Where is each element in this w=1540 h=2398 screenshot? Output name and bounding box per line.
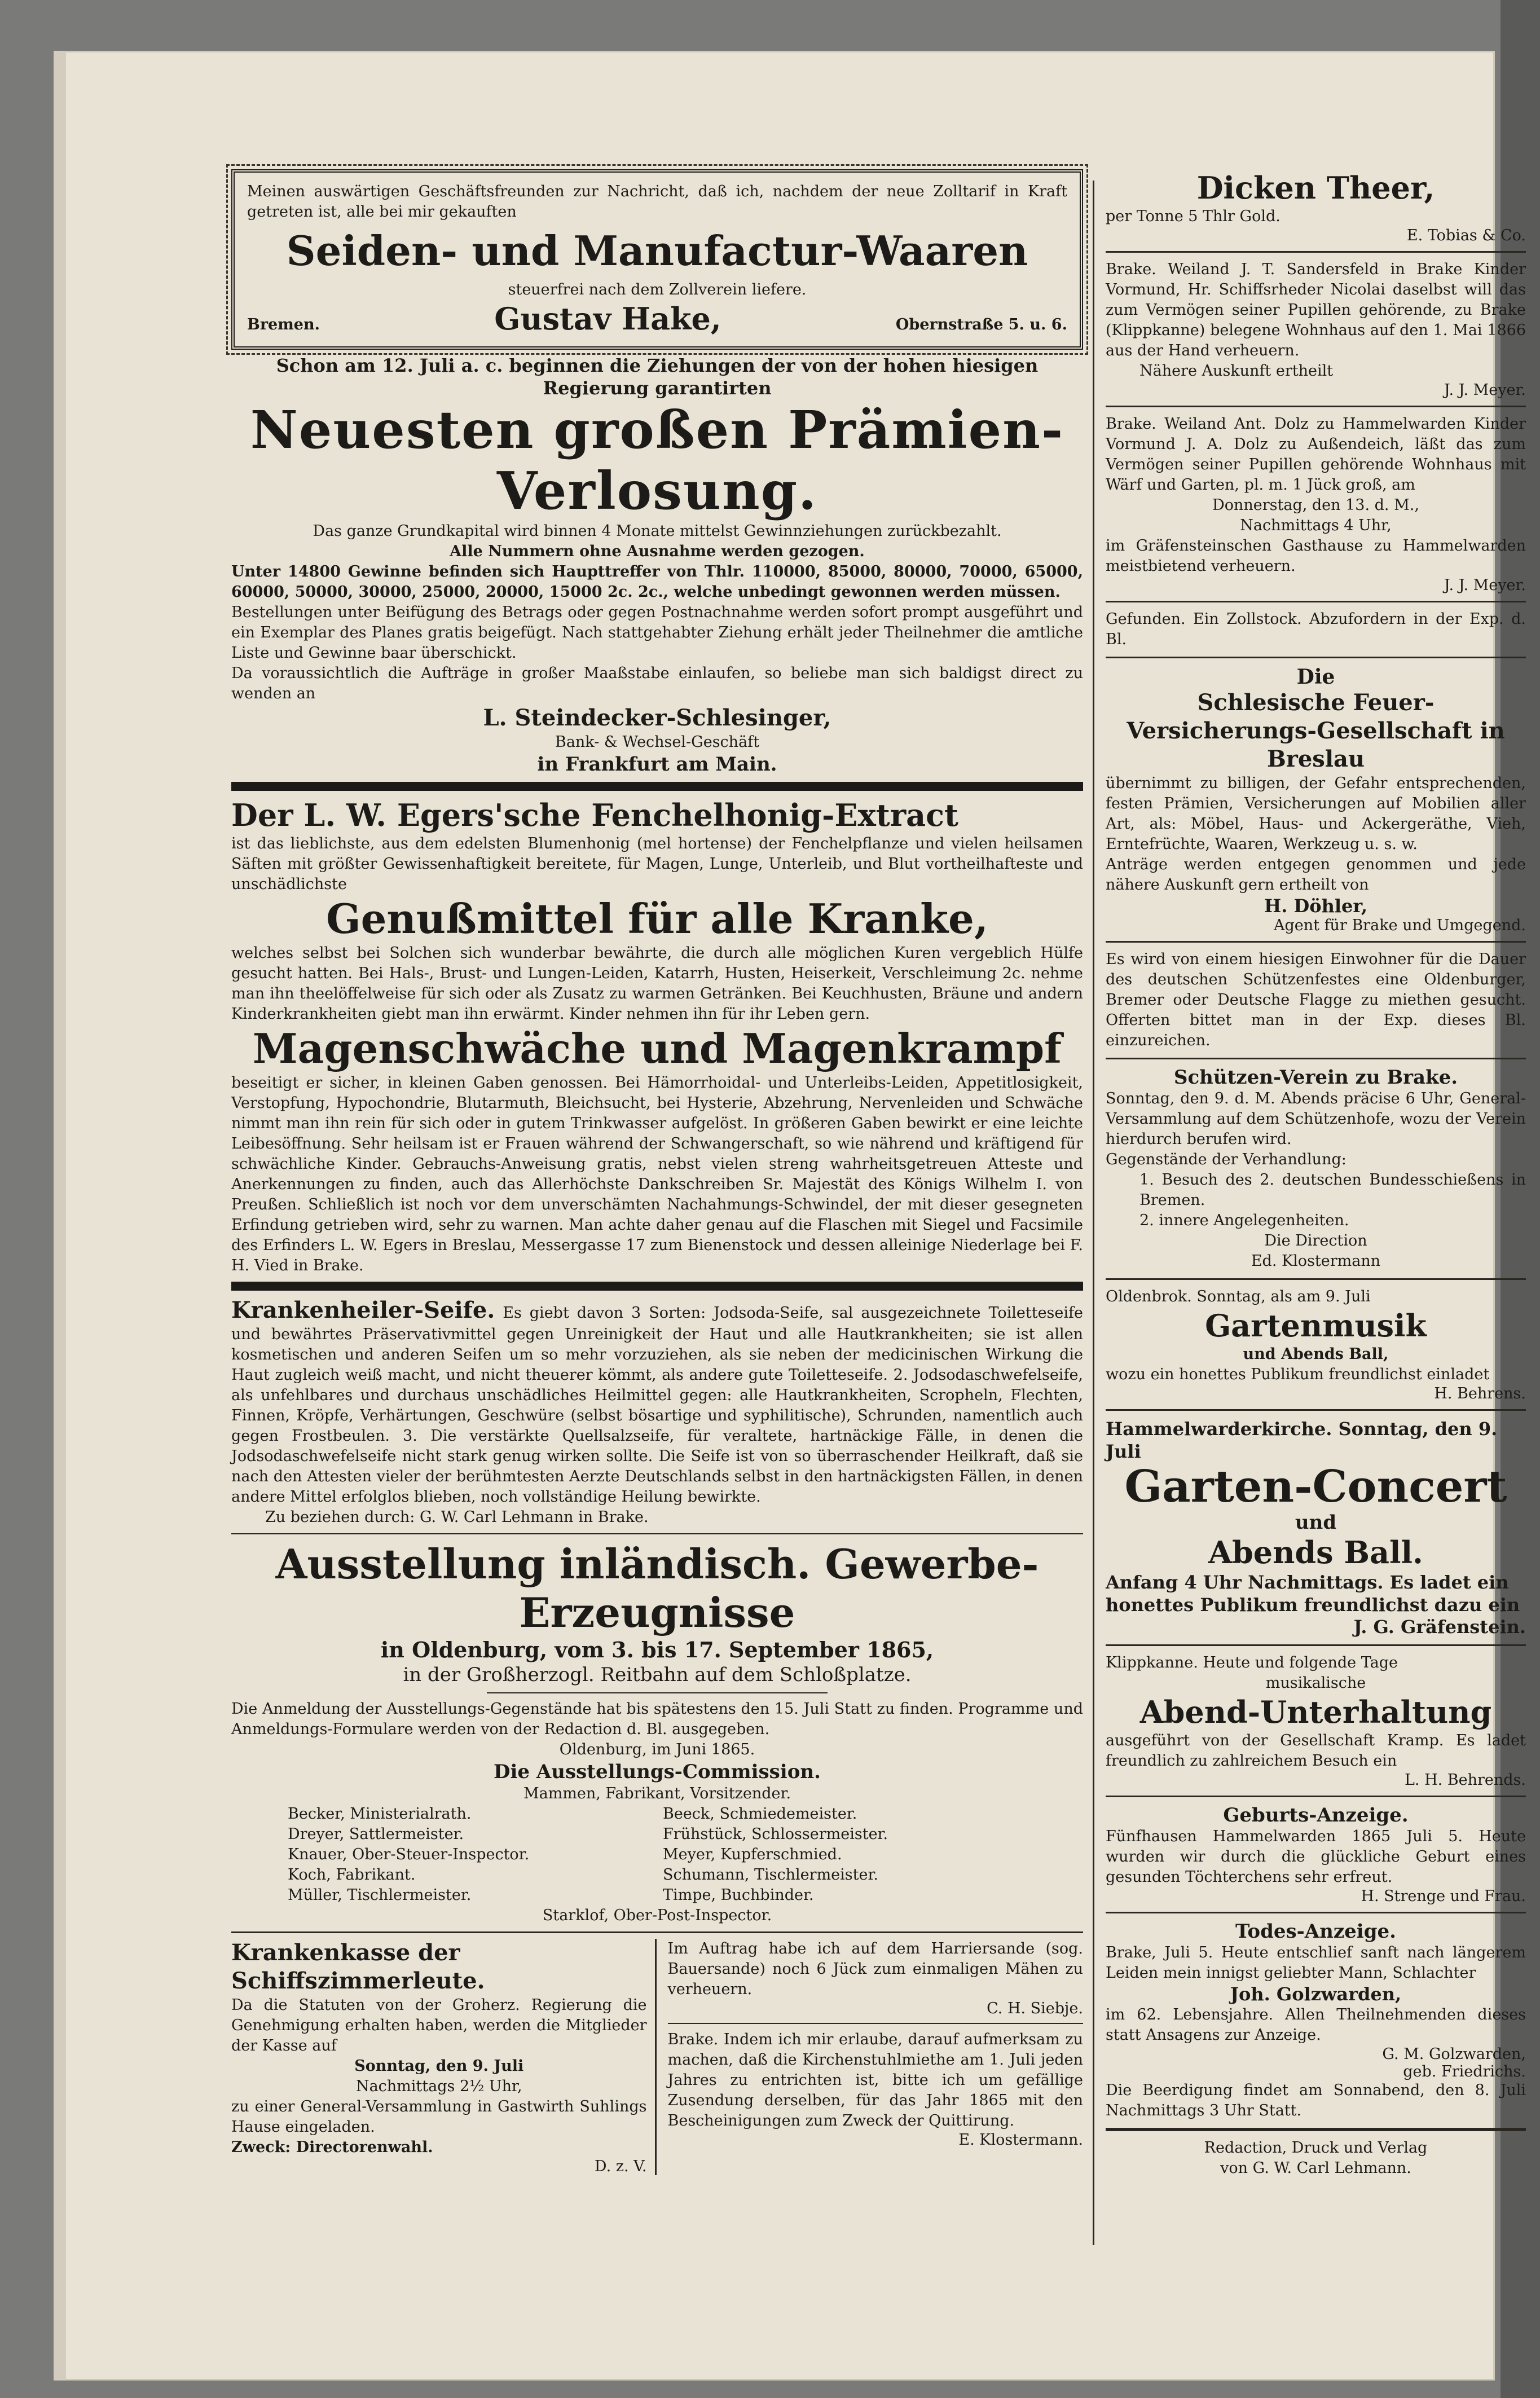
lottery-p1: Das ganze Grundkapital wird binnen 4 Monate mittelst Gewinnziehungen zurückbezahlt. <box>313 522 1002 540</box>
ausstellung-commission: Die Ausstellungs-Commission. <box>494 1761 821 1783</box>
gartenmusik-sig: H. Behrens. <box>1434 1385 1526 1402</box>
ad-geburt <box>1106 1804 1526 1905</box>
column-rule <box>1093 181 1094 2245</box>
seife-title: Krankenheiler-Seife. <box>231 1297 495 1323</box>
ad-flagge: Es wird von einem hiesigen Einwohner für die Dauer des deutschen Schützenfestes eine Oldenburger, Bremer oder Deutsche Flagge zu miethen gesucht. Offerten bittet man in der Exp. dieses Bl. einzureichen. <box>1106 951 1526 1049</box>
gartenmusik-title: Gartenmusik <box>1205 1308 1427 1344</box>
separator <box>231 1282 1083 1291</box>
kasse-title: Krankenkasse der Schiffszimmerleute. <box>231 1939 485 1994</box>
ad-meyer-2 <box>1106 414 1526 594</box>
ausstellung-last: Starklof, Ober-Post-Inspector. <box>542 1907 772 1924</box>
concert-title: Garten-Concert <box>1124 1461 1507 1512</box>
ad-egers <box>231 797 1083 1276</box>
hake-address: Obernstraße 5. u. 6. <box>895 316 1067 333</box>
member: Knauer, Ober-Steuer-Inspector. <box>288 1846 530 1863</box>
member: Frühstück, Schlossermeister. <box>663 1825 888 1843</box>
feuer-p1: übernimmt zu billigen, der Gefahr entsprechenden, festen Prämien, Versicherungen auf Mobilien aller Art, als: Möbel, Haus- und Ackergeräthe, Vieh, Erntefrüchte, Waaren, Werkzeug u. s. w. <box>1106 775 1526 853</box>
kasse-p4: zu einer General-Versammlung in Gastwirth Suhlings Hause eingeladen. <box>231 2098 647 2136</box>
separator <box>231 782 1083 791</box>
page-binding-edge <box>54 51 66 2381</box>
member: Meyer, Kupferschmied. <box>663 1846 842 1863</box>
egers-title: Der L. W. Egers'sche Fenchelhonig-Extract <box>231 797 958 833</box>
meyer2-sig: J. J. Meyer. <box>1444 577 1526 594</box>
ad-abend-unterhaltung <box>1106 1653 1526 1789</box>
lottery-p4: Bestellungen unter Beifügung des Betrags oder gegen Postnachnahme werden sofort prompt ausgeführt und ein Exemplar des Planes gratis beigefügt. Nach stattgehabter Ziehung erhält jeder Theilnehmer die amtliche Liste und Gewinne baar überschickt. <box>231 604 1083 662</box>
lottery-intro: Schon am 12. Juli a. c. beginnen die Ziehungen der von der hohen hiesigen Regierung garantirten <box>276 355 1039 399</box>
egers-p2: welches selbst bei Solchen sich wunderbar bewährte, die durch alle möglichen Kuren vergeblich Hülfe gesucht hatten. Bei Hals-, Brust- und Lungen-Leiden, Katarrh, Husten, Heiserkeit, Verschleimung 2c. nehme man ihn theelöffelweise für sich oder als Zusatz zu warmen Getränken. Bei Keuchhusten, Bräune und andern Kinderkrankheiten giebt man ihn erwärmt. Kinder nehmen ihn für ihr Leben gern. <box>231 944 1083 1023</box>
kasse-p1: Da die Statuten von der Groherz. Regierung die Genehmigung erhalten haben, werden die Mitglieder der Kasse auf <box>231 1996 647 2054</box>
theer-sig: E. Tobias & Co. <box>1406 227 1526 244</box>
lottery-firm2: Bank- & Wechsel-Geschäft <box>555 733 760 751</box>
separator <box>1106 1409 1526 1411</box>
ad-ausstellung <box>231 1540 1083 1926</box>
member: Timpe, Buchbinder. <box>663 1886 814 1904</box>
feuer-p2: Anträge werden entgegen genommen und jede nähere Auskunft gern ertheilt von <box>1106 856 1526 894</box>
abend-title: Abend-Unterhaltung <box>1139 1694 1492 1730</box>
ad-theer <box>1106 169 1526 244</box>
member: Becker, Ministerialrath. <box>288 1805 472 1823</box>
ad-krankenkasse <box>231 1939 657 2175</box>
theer-title: Dicken Theer, <box>1196 170 1435 206</box>
gartenmusik-p1: wozu ein honettes Publikum freundlichst einladet <box>1106 1366 1490 1383</box>
siebje-sig: C. H. Siebje. <box>987 2000 1083 2017</box>
separator <box>668 2023 1084 2024</box>
imprint-l2: von G. W. Carl Lehmann. <box>1220 2159 1411 2177</box>
abend-sig: L. H. Behrends. <box>1404 1771 1526 1789</box>
meyer1-p2: Nähere Auskunft ertheilt <box>1139 362 1334 380</box>
kasse-p3: Nachmittags 2½ Uhr, <box>355 2078 522 2095</box>
separator <box>1106 406 1526 407</box>
meyer1-sig: J. J. Meyer. <box>1444 381 1526 399</box>
geburt-title: Geburts-Anzeige. <box>1223 1804 1409 1827</box>
separator <box>1106 251 1526 253</box>
bottom-ads <box>231 1939 1083 2175</box>
separator <box>1106 1278 1526 1280</box>
kasse-p5: Zweck: Directorenwahl. <box>231 2139 433 2156</box>
separator <box>1106 1796 1526 1797</box>
imprint <box>1106 2138 1526 2179</box>
ausstellung-l2: in der Großherzogl. Reitbahn auf dem Schloßplatze. <box>403 1664 912 1686</box>
separator <box>231 1931 1083 1933</box>
feuer-title: Schlesische Feuer-Versicherungs-Gesellschaft in Breslau <box>1127 689 1505 772</box>
right-column <box>1106 169 1526 2183</box>
ad-garten-concert <box>1106 1418 1526 1638</box>
lottery-p2: Alle Nummern ohne Ausnahme werden gezogen. <box>450 543 865 560</box>
separator <box>1106 601 1526 602</box>
ad-gustav-hake <box>231 169 1083 350</box>
lottery-firm3: in Frankfurt am Main. <box>537 753 777 776</box>
hake-line: steuerfrei nach dem Zollverein liefere. <box>508 281 807 298</box>
ad-meyer-1 <box>1106 259 1526 399</box>
theer-l1: per Tonne 5 Thlr Gold. <box>1106 208 1281 225</box>
member: Koch, Fabrikant. <box>288 1866 416 1884</box>
ausstellung-title: Ausstellung inländisch. Gewerbe-Erzeugnisse <box>275 1540 1039 1636</box>
separator <box>231 1533 1083 1534</box>
separator <box>1106 1644 1526 1646</box>
lottery-firm: L. Steindecker-Schlesinger, <box>483 705 831 731</box>
abend-l1: Klippkanne. Heute und folgende Tage <box>1106 1654 1398 1671</box>
schuetzen-sig1: Die Direction <box>1264 1232 1367 1249</box>
ausstellung-p1: Die Anmeldung der Ausstellungs-Gegenstände hat bis spätestens den 15. Juli Statt zu finden. Programme und Anmeldungs-Formulare werden von der Redaction d. Bl. ausgegeben. <box>231 1700 1083 1738</box>
ad-seife <box>231 1296 1083 1528</box>
member: Beeck, Schmiedemeister. <box>663 1805 857 1823</box>
ad-siebje-kirche <box>668 1939 1084 2175</box>
seife-p2: Zu beziehen durch: G. W. Carl Lehmann in Brake. <box>265 1508 649 1526</box>
geburt-p1: Fünfhausen Hammelwarden 1865 Juli 5. Heute wurden wir durch die glückliche Geburt eines gesunden Töchterchens sehr erfreut. <box>1106 1828 1526 1886</box>
kasse-sig: D. z. V. <box>594 2158 647 2175</box>
meyer2-p3: Nachmittags 4 Uhr, <box>1240 517 1392 534</box>
geburt-sig: H. Strenge und Frau. <box>1361 1887 1526 1905</box>
tod-sig2: geb. Friedrichs. <box>1403 2063 1526 2080</box>
schuetzen-sig2: Ed. Klostermann <box>1251 1252 1381 1270</box>
abend-p1: ausgeführt von der Gesellschaft Kramp. Es ladet freundlich zu zahlreichem Besuch ein <box>1106 1732 1526 1770</box>
hake-city: Bremen. <box>247 316 320 333</box>
concert-p1: Anfang 4 Uhr Nachmittags. Es ladet ein honettes Publikum freundlichst dazu ein <box>1106 1572 1520 1616</box>
tod-name: Joh. Golzwarden, <box>1230 1983 1402 2005</box>
lottery-p3: Unter 14800 Gewinne befinden sich Haupttreffer von Thlr. 110000, 85000, 80000, 70000, 65000, 60000, 50000, 30000, 25000, 20000, 15000 2c. 2c., welche unbedingt gewonnen werden müssen. <box>231 563 1083 601</box>
hake-intro: Meinen auswärtigen Geschäftsfreunden zur Nachricht, daß ich, nachdem der neue Zolltarif in Kraft getreten ist, alle bei mir gekauften <box>247 183 1067 221</box>
ad-gartenmusik <box>1106 1287 1526 1402</box>
members-right <box>663 1804 1027 1906</box>
feuer-die: Die <box>1296 665 1335 689</box>
meyer1-p1: Brake. Weiland J. T. Sandersfeld in Brake Kinder Vormund, Hr. Schiffsrheder Nicolai daselbst will das zum Vermögen seiner Pupillen gehörende, zu Brake (Klippkanne) belegene Wohnhaus auf den 1. Mai 1866 aus der Hand verheuern. <box>1106 261 1526 359</box>
tod-p2: im 62. Lebensjahre. Allen Theilnehmenden dieses statt Ansagens zur Anzeige. <box>1106 2006 1526 2044</box>
separator <box>1106 941 1526 943</box>
imprint-l1: Redaction, Druck und Verlag <box>1204 2139 1428 2157</box>
tod-p3: Die Beerdigung findet am Sonnabend, den 8. Juli Nachmittags 3 Uhr Statt. <box>1106 2082 1526 2119</box>
tod-p1: Brake, Juli 5. Heute entschlief sanft nach längerem Leiden mein innigst geliebter Mann, Schlachter <box>1106 1944 1526 1982</box>
separator <box>1106 1912 1526 1913</box>
abend-l2: musikalische <box>1265 1674 1366 1692</box>
concert-l1: Hammelwarderkirche. Sonntag, den 9. Juli <box>1106 1418 1498 1462</box>
seife-p1: Es giebt davon 3 Sorten: Jodsoda-Seife, sal ausgezeichnete Toiletteseife und bewährtes Präservativmittel gegen Unreinigkeit der Haut und alle Hautkrankheiten; sie ist allen kosmetischen und anderen Seifen um so mehr vorzuziehen, als sie neben der medicinischen Wirkung die Haut zugleich weiß macht, und nicht theuerer kömmt, als andere gute Toiletteseife. 2. Jodsodaschwefelseife, als unfehlbares und durchaus unschädliches Heilmittel gegen: alle Hautkrankheiten, Scropheln, Flechten, Finnen, Kröpfe, Verhärtungen, Geschwüre (selbst bösartige und syphilitische), Schrunden, namentlich auch gegen Frostbeulen. 3. Die verstärkte Quellsalzseife, für veraltete, hartnäckige Fälle, in denen die Jodsodaschwefelseife nicht stark genug wirken sollte. Die Seife ist von so überraschender Heilkraft, daß sie nach den Attesten vieler der berühmtesten Aerzte Deutschlands selbst in den hartnäckigsten Fällen, in denen andere Mittel erfolglos blieben, noch vollständige Heilung bewirkte. <box>231 1304 1083 1506</box>
hake-title: Seiden- und Manufactur-Waaren <box>286 227 1028 275</box>
kasse-p2: Sonntag, den 9. Juli <box>354 2057 524 2075</box>
member: Müller, Tischlermeister. <box>288 1886 472 1904</box>
kirch-sig: E. Klostermann. <box>958 2131 1083 2149</box>
schuetzen-i1: 1. Besuch des 2. deutschen Bundesschießens in Bremen. <box>1139 1171 1526 1209</box>
lottery-title: Neuesten großen Prämien-Verlosung. <box>250 399 1064 521</box>
tod-title: Todes-Anzeige. <box>1235 1920 1396 1943</box>
egers-sub2: Magenschwäche und Magenkrampf <box>252 1024 1062 1072</box>
ausstellung-date: Oldenburg, im Juni 1865. <box>559 1741 755 1758</box>
ad-tod <box>1106 1920 1526 2121</box>
egers-p1: ist das lieblichste, aus dem edelsten Blumenhonig (mel hortense) der Fenchelpflanze und vielen heilsamen Säften mit größter Gewissenhaftigkeit bereitete, für Magen, Lunge, Unterleib, und Blut vortheilhafteste und unschädlichste <box>231 835 1083 893</box>
meyer2-p1: Brake. Weiland Ant. Dolz zu Hammelwarden Kinder Vormund J. A. Dolz zu Außendeich, läßt das zum Vermögen seiner Pupillen gehörende Wohnhaus mit Wärf und Garten, pl. m. 1 Jück groß, am <box>1106 415 1526 494</box>
hake-name: Gustav Hake, <box>494 301 721 337</box>
schuetzen-p2: Gegenstände der Verhandlung: <box>1106 1151 1347 1168</box>
kirch-p1: Brake. Indem ich mir erlaube, darauf aufmerksam zu machen, daß die Kirchenstuhlmiethe am 1. Juli jeden Jahres zu entrichten ist, bitte ich um gefällige Zusendung derselben, für das Jahr 1865 mit den Bescheinigungen zum Zweck der Quittirung. <box>667 2031 1083 2129</box>
schuetzen-i2: 2. innere Angelegenheiten. <box>1139 1212 1349 1229</box>
gartenmusik-l1: Oldenbrok. Sonntag, als am 9. Juli <box>1106 1288 1371 1305</box>
short-rule <box>487 1692 828 1693</box>
ausstellung-chair: Mammen, Fabrikant, Vorsitzender. <box>523 1785 791 1802</box>
feuer-name: H. Döhler, <box>1264 895 1368 917</box>
siebje-p1: Im Auftrag habe ich auf dem Harriersande (sog. Bauersande) noch 6 Jück zum einmaligen Mähen zu verheuern. <box>667 1940 1083 1998</box>
concert-ball: Abends Ball. <box>1208 1534 1423 1570</box>
members-left <box>288 1804 652 1906</box>
egers-p3: beseitigt er sicher, in kleinen Gaben genossen. Bei Hämorrhoidal- und Unterleibs-Leiden, Appetitlosigkeit, Verstopfung, Hypochondrie, Blutarmuth, Bleichsucht, bei Hysterie, Abzehrung, Nervenleiden und Schwäche nimmt man ihn rein für sich oder in gutem Trinkwasser aufgelöst. In größeren Gaben bewirkt er eine leichte Leibesöffnung. Sehr heilsam ist er Frauen während der Schwangerschaft, so wie nährend und kräftigend für schwächliche Kinder. Gebrauchs-Anweisung gratis, nebst vielen streng wahrheitsgetreuen Atteste und Anerkennungen zu finden, auch das Allerhöchste Dankschreiben Sr. Majestät des Königs Wilhelm I. von Preußen. Schließlich ist noch vor dem unverschämten Nachahmungs-Schwindel, der mit dieser gesegneten Erfindung getrieben wird, sehr zu warnen. Man achte daher genau auf die Flaschen mit Siegel und Facsimile des Erfinders L. W. Egers in Breslau, Messergasse 17 zum Bienenstock und dessen alleinige Niederlage bei F. H. Vied in Brake. <box>231 1074 1083 1274</box>
member: Schumann, Tischlermeister. <box>663 1866 878 1884</box>
separator <box>1106 657 1526 658</box>
ad-lottery <box>231 354 1083 776</box>
ad-feuerversicherung <box>1106 665 1526 934</box>
lottery-p5: Da voraussichtlich die Aufträge in großer Maaßstabe einlaufen, so beliebe man sich baldigst direct zu wenden an <box>231 665 1083 702</box>
egers-sub1: Genußmittel für alle Kranke, <box>326 895 988 943</box>
meyer2-p4: im Gräfensteinschen Gasthause zu Hammelwarden meistbietend verheuern. <box>1106 537 1526 575</box>
separator <box>1106 1058 1526 1059</box>
left-column <box>231 169 1083 2175</box>
concert-sig: J. G. Gräfenstein. <box>1353 1616 1526 1638</box>
tod-sig1: G. M. Golzwarden, <box>1382 2045 1526 2063</box>
ausstellung-l1: in Oldenburg, vom 3. bis 17. September 1865, <box>380 1637 934 1662</box>
ad-gefunden: Gefunden. Ein Zollstock. Abzufordern in der Exp. d. Bl. <box>1106 610 1526 648</box>
schuetzen-p1: Sonntag, den 9. d. M. Abends präcise 6 Uhr, General-Versammlung auf dem Schützenhofe, wozu der Verein hierdurch berufen wird. <box>1106 1090 1526 1148</box>
gartenmusik-l2: und Abends Ball, <box>1243 1345 1389 1363</box>
separator <box>1106 2128 1526 2131</box>
feuer-sig: Agent für Brake und Umgegend. <box>1273 917 1526 934</box>
schuetzen-title: Schützen-Verein zu Brake. <box>1173 1066 1458 1089</box>
concert-und: und <box>1295 1511 1337 1534</box>
meyer2-p2: Donnerstag, den 13. d. M., <box>1212 496 1419 514</box>
ad-schuetzenverein <box>1106 1066 1526 1271</box>
member: Dreyer, Sattlermeister. <box>288 1825 464 1843</box>
